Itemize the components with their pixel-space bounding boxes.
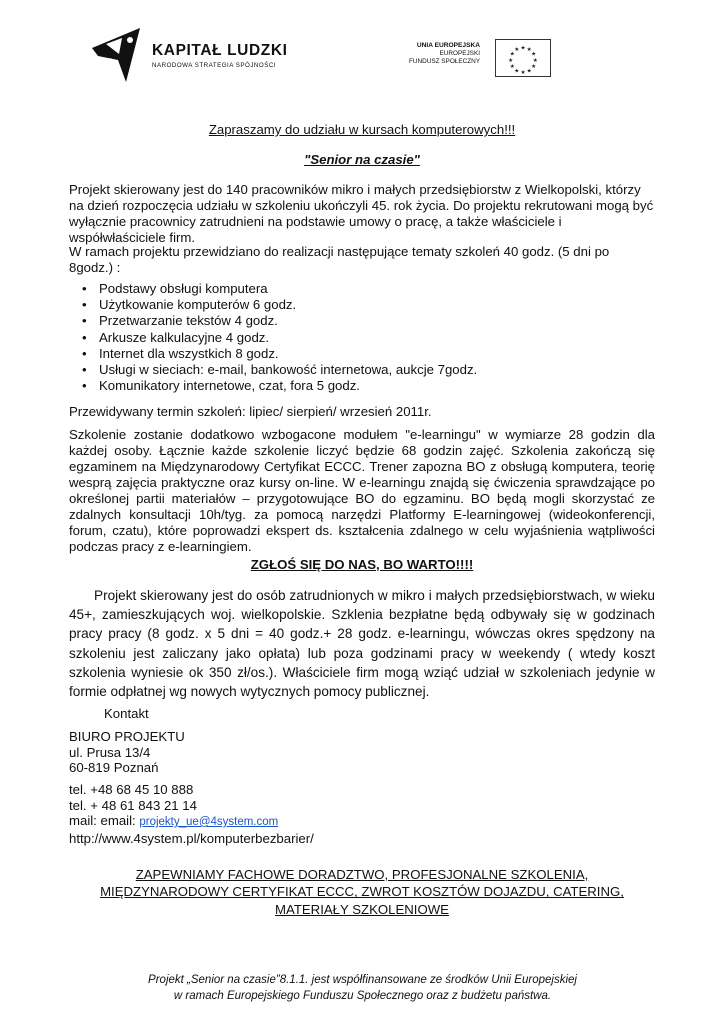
contact-city: 60-819 Poznań (69, 760, 159, 775)
contact-details (69, 782, 314, 846)
guarantee-line2: MIĘDZYNARODOWY CERTYFIKAT ECCC, ZWROT KOSZTÓW DOJAZDU, CATERING, (100, 884, 624, 900)
svg-text:★: ★ (526, 68, 532, 75)
svg-text:★: ★ (531, 63, 537, 70)
page-title: Zapraszamy do udziału w kursach komputerowych!!! (208, 122, 516, 137)
contact-mail-row (69, 813, 314, 831)
website-link[interactable]: http://www.4system.pl/komputerbezbarier/ (69, 830, 314, 846)
elearning-paragraph: Szkolenie zostanie dodatkowo wzbogacone modułem "e-learningu" w wymiarze 28 godzin dla każdej osoby. Łącznie każde szkolenie liczyć będzie 68 godzin zajęć. Szkolenia zakończą się egzaminem na Międzynarodowy Certyfikat ECCC. Trener zapozna BO z obsługą komputera, teorię wesprą zajęcia praktyczne oraz kursy on-line. W e-learningu znajdą się ćwiczenia sprawdzające po określonej partii materiałów – przygotowujące BO do egzaminu. BO będą mogli skorzystać ze zdalnych konsultacji 10h/tyg. za pomocą narzędzi Platformy E-learningowej (wideokonferencji, forum, czatu), które poprowadzi ekspert ds. kształcenia zdalnego w celu wyjaśnienia wątpliwości podczas pracy z e-learningiem. (69, 427, 655, 554)
list-item: • Arkusze kalkulacyjne 4 godz. (69, 330, 655, 346)
page-subtitle: "Senior na czasie" (304, 152, 420, 167)
contact-tel2: tel. + 48 61 843 21 14 (69, 797, 197, 813)
footer (60, 973, 665, 1004)
list-item: • Internet dla wszystkich 8 godz. (69, 346, 655, 362)
contact-mail-label: mail: email: (69, 813, 140, 828)
list-item: • Użytkowanie komputerów 6 godz. (69, 297, 655, 313)
svg-text:★: ★ (531, 51, 537, 58)
svg-text:★: ★ (508, 57, 514, 64)
list-item: • Przetwarzanie tekstów 4 godz. (69, 313, 655, 329)
svg-text:★: ★ (514, 47, 520, 54)
list-item: • Podstawy obsługi komputera (69, 281, 655, 297)
kl-subtitle: NARODOWA STRATEGIA SPÓJNOŚCI (152, 62, 277, 69)
svg-text:★: ★ (526, 47, 532, 54)
svg-text:★: ★ (509, 63, 515, 70)
eu-line1: UNIA EUROPEJSKA (416, 42, 480, 49)
contact-tel1: tel. +48 68 45 10 888 (69, 782, 194, 797)
footer-line1: Projekt „Senior na czasie”8.1.1. jest współfinansowane ze środków Unii Europejskiej (148, 974, 577, 986)
svg-text:★: ★ (520, 45, 526, 52)
contact-address (69, 729, 185, 776)
svg-text:★: ★ (514, 68, 520, 75)
guarantee-line1: ZAPEWNIAMY FACHOWE DORADZTWO, PROFESJONALNE SZKOLENIA, (135, 867, 589, 882)
footer-line2: w ramach Europejskiego Funduszu Społecznego oraz z budżetu państwa. (173, 989, 552, 1002)
eu-text (388, 42, 480, 67)
kl-title: KAPITAŁ LUDZKI (152, 42, 288, 59)
svg-text:★: ★ (509, 51, 515, 58)
contact-street: ul. Prusa 13/4 (69, 744, 151, 760)
eu-flag-icon (495, 39, 551, 77)
eu-line2: EUROPEJSKI (439, 50, 480, 58)
call-to-action: ZGŁOŚ SIĘ DO NAS, BO WARTO!!!! (250, 557, 474, 572)
svg-text:★: ★ (520, 70, 526, 77)
eu-line3: FUNDUSZ SPOŁECZNY (408, 58, 480, 66)
contact-heading: Kontakt (104, 706, 149, 721)
term-paragraph: Przewidywany termin szkoleń: lipiec/ sierpień/ wrzesień 2011r. (69, 404, 432, 419)
kapital-ludzki-logo-icon (92, 28, 140, 82)
topics-intro: W ramach projektu przewidziano do realizacji następujące tematy szkoleń 40 godz. (5 dni po 8godz.) : (69, 244, 610, 275)
svg-text:★: ★ (532, 57, 538, 64)
contact-org: BIURO PROJEKTU (69, 729, 185, 744)
header-logos (92, 28, 562, 88)
topics-list (69, 281, 655, 394)
summary-paragraph: Projekt skierowany jest do osób zatrudnionych w mikro i małych przedsiębiorstwach, w wieku 45+, zamieszkujących woj. wielkopolskie. Szklenia bezpłatne będą odbywały się w godzinach pracy pracy (8 godz. x 5 dni = 40 godz.+ 28 godz. e-learningu, wówczas okres spędzony na szkoleniu jest zaliczany jako opłata) lub poza godzinami pracy w weekendy ( wtedy koszt szkolenia wyniesie ok 350 zł/os.). Właściciele firm mogą wziąć udział w szkoleniach jedynie w formie odpłatnej wg nowych wytycznych pomocy publicznej. (69, 588, 655, 700)
guarantee-line3: MATERIAŁY SZKOLENIOWE (275, 901, 449, 917)
email-link[interactable]: projekty_ue@4system.com (139, 816, 279, 828)
list-item: • Usługi w sieciach: e-mail, bankowość internetowa, aukcje 7godz. (69, 362, 655, 378)
list-item: • Komunikatory internetowe, czat, fora 5 godz. (69, 378, 655, 394)
intro-paragraph: Projekt skierowany jest do 140 pracowników mikro i małych przedsiębiorstw z Wielkopolski, którzy na dzień rozpoczęcia udziału w szkoleniu ukończyli 45. rok życia. Do projektu rekrutowani mogą być wyłącznie pracownicy zatrudnieni na podstawie umowy o pracę, a także właściciele i współwłaściciele firm. (69, 182, 654, 245)
guarantee-block (69, 866, 655, 918)
